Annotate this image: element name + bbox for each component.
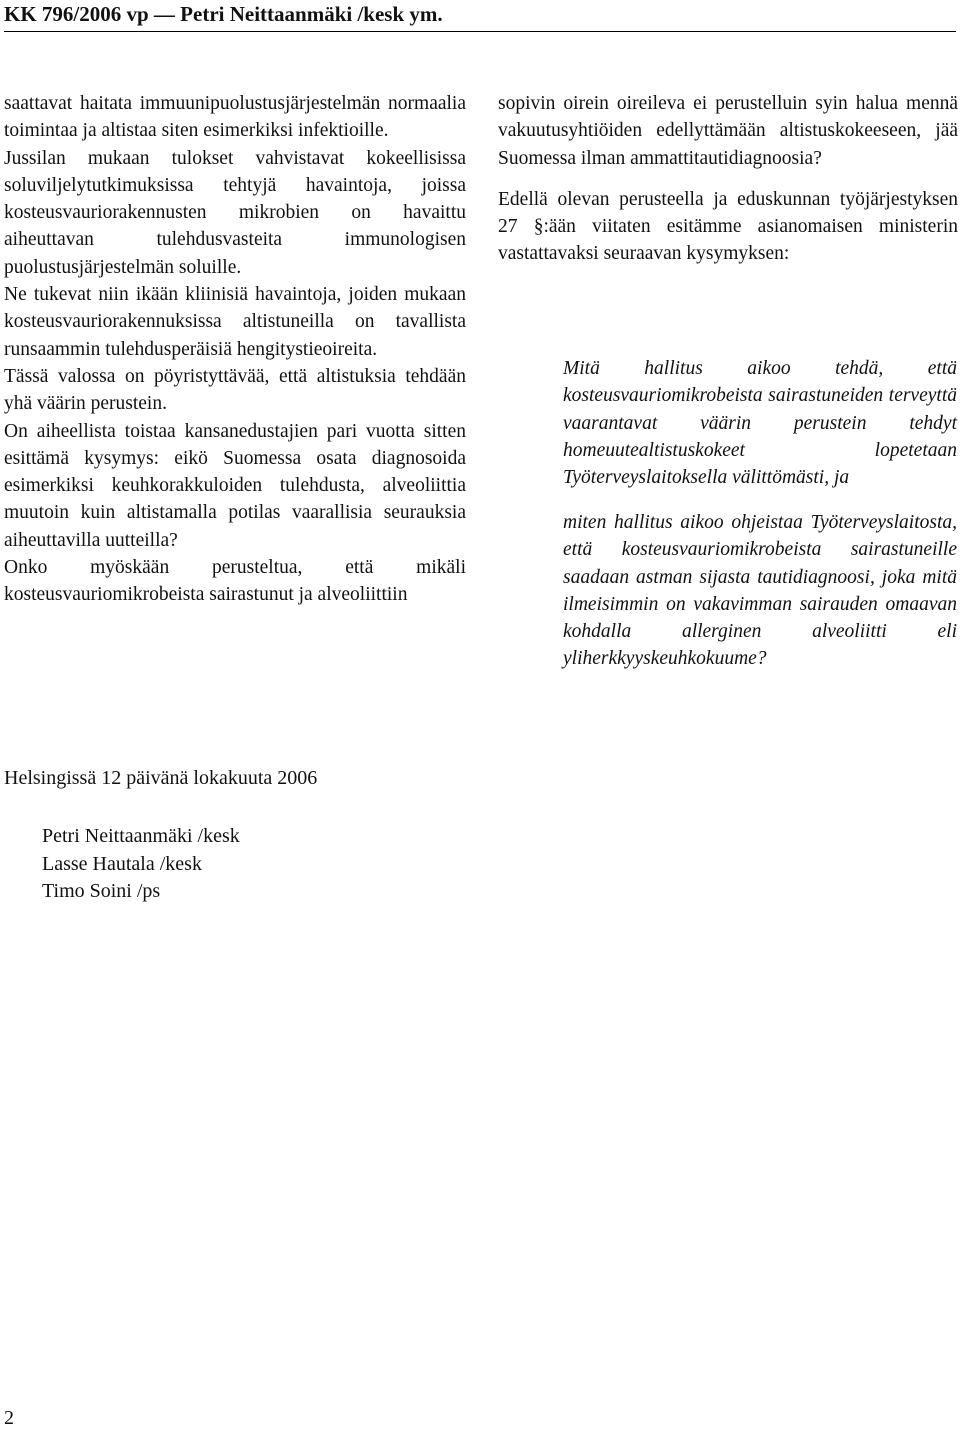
place-date <box>4 765 317 791</box>
signer: Lasse Hautala /kesk <box>42 852 202 875</box>
question-1 <box>563 355 957 491</box>
document-header <box>4 2 956 32</box>
header-title: KK 796/2006 vp — Petri Neittaanmäki /kesk ym. <box>4 2 443 26</box>
paragraph: sopivin oirein oireileva ei perustelluin syin halua mennä vakuutusyhtiöiden edellyttämään altistuskokeeseen, jää Suomessa ilman ammattitautidiagnoosia? <box>498 93 958 169</box>
paragraph: Tässä valossa on pöyristyttävää, että altistuksia tehdään yhä väärin perustein. <box>4 365 466 415</box>
question-2 <box>563 509 957 673</box>
paragraph: Ne tukevat niin ikään kliinisiä havaintoja, joiden mukaan kosteusvauriorakennuksissa altistuneilla on tavallista runsaammin tulehdusperäisiä hengitystieoireita. <box>4 284 466 360</box>
right-column <box>498 90 958 268</box>
paragraph: Edellä olevan perusteella ja eduskunnan työjärjestyksen 27 §:ään viitaten esitämme asianomaisen ministerin vastattavaksi seuraavan kysymyksen: <box>498 188 958 265</box>
paragraph: Jussilan mukaan tulokset vahvistavat kokeellisissa soluviljelytutkimuksissa tehtyjä havaintoja, joissa kosteusvauriorakennusten mikrobien on havaittu aiheuttavan tulehdusvasteita immunologisen puolustusjärjestelmän soluille. <box>4 147 466 278</box>
page-number-text: 2 <box>4 1407 14 1429</box>
question-text: Mitä hallitus aikoo tehdä, että kosteusvauriomikrobeista sairastuneiden terveyttä vaarantavat väärin perustein tehdyt homeuutealtistuskokeet lopetetaan Työterveyslaitoksella välittömästi, ja <box>563 358 957 489</box>
paragraph: On aiheellista toistaa kansanedustajien pari vuotta sitten esittämä kysymys: eikö Suomessa osata diagnosoida esimerkiksi keuhkorakkuloiden tulehdusta, alveoliittia muutoin kuin altistamalla potilas vaarallisia seurauksia aiheuttavilla uutteilla? <box>4 420 466 551</box>
place-date-text: Helsingissä 12 päivänä lokakuuta 2006 <box>4 767 318 789</box>
signer: Timo Soini /ps <box>42 880 161 902</box>
signers-list <box>42 823 240 906</box>
paragraph: Onko myöskään perusteltua, että mikäli kosteusvauriomikrobeista sairastunut ja alveoliittiin <box>4 557 466 606</box>
question-text: miten hallitus aikoo ohjeistaa Työterveyslaitosta, että kosteusvauriomikrobeista sairastuneille saadaan astman sijasta tautidiagnoosi, joka mitä ilmeisimmin on vakavimman sairauden omaavan kohdalla allerginen alveoliitti eli yliherkkyyskeuhkokuume? <box>563 512 957 670</box>
paragraph: saattavat haitata immuunipuolustusjärjestelmän normaalia toimintaa ja altistaa siten esimerkiksi infektioille. <box>4 93 466 142</box>
page-number <box>4 1408 14 1428</box>
signer: Petri Neittaanmäki /kesk <box>42 825 240 847</box>
left-column <box>4 90 466 609</box>
